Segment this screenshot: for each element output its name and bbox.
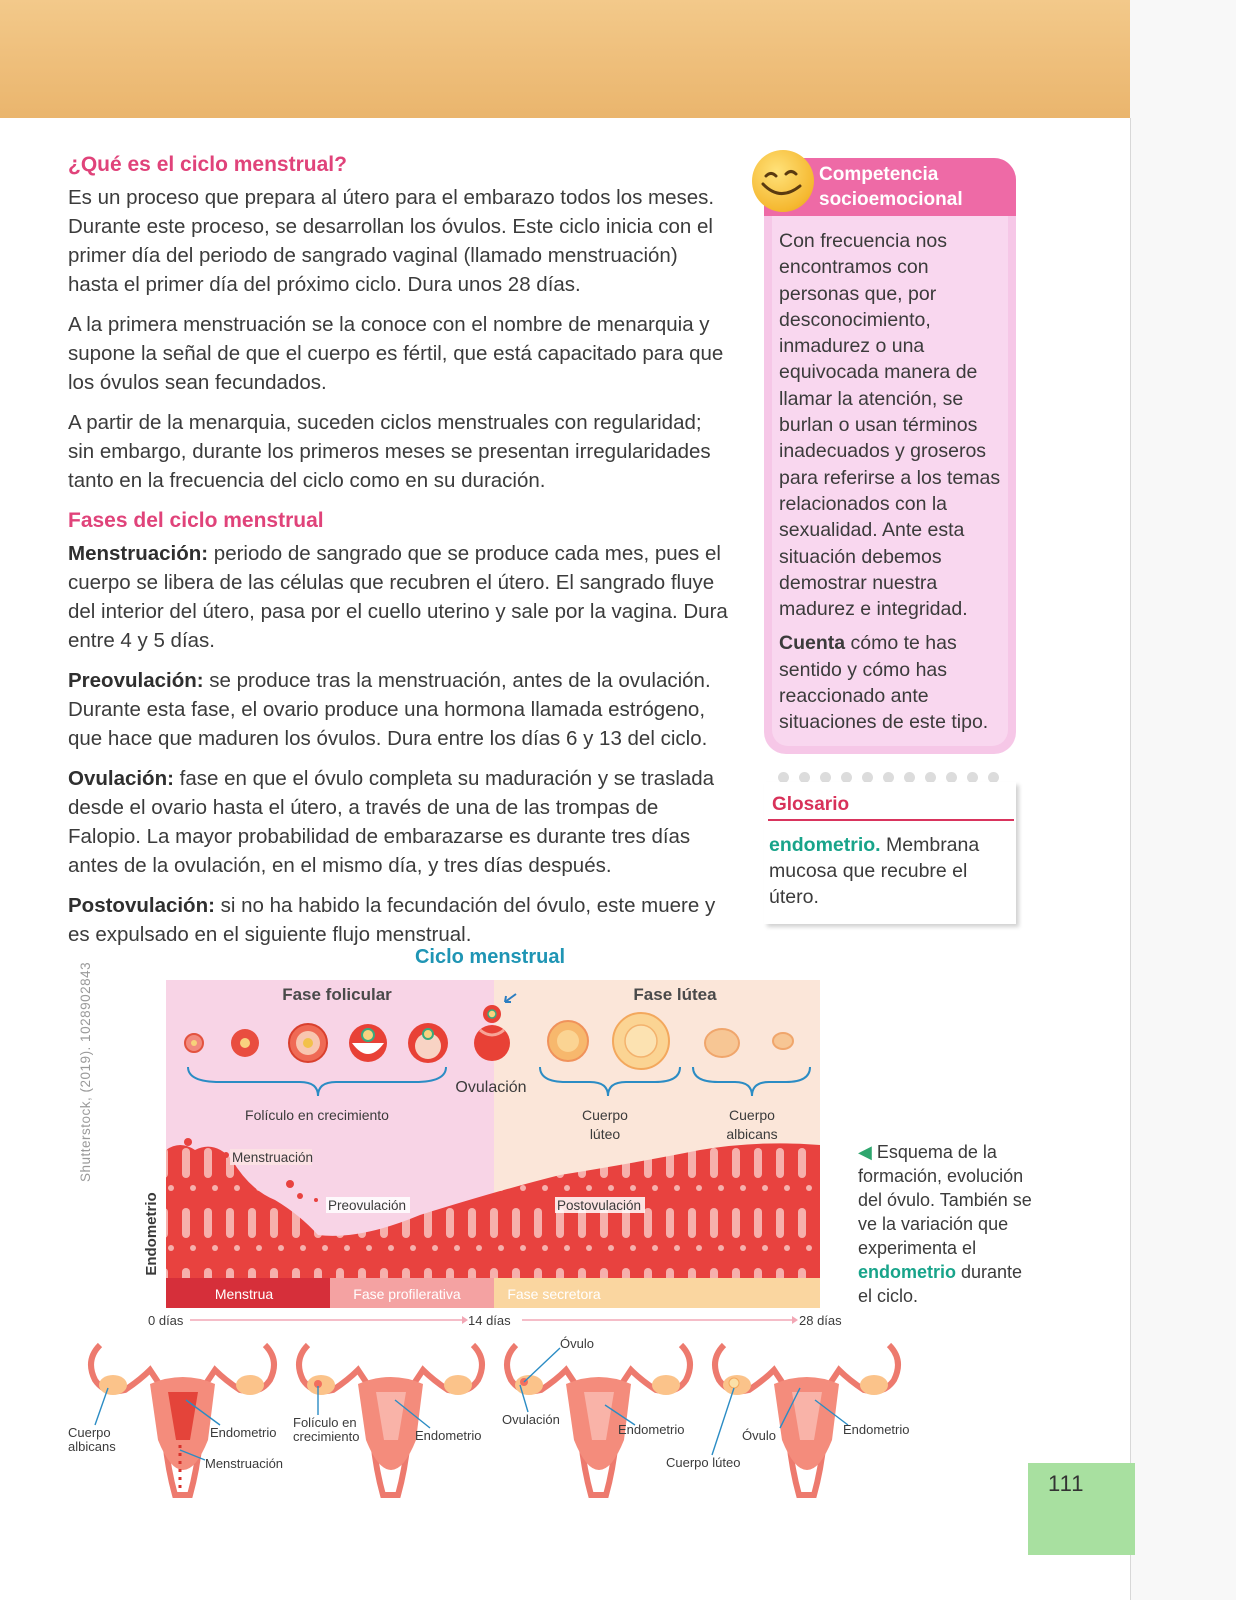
- u4-cuerpo-luteo-label: Cuerpo lúteo: [666, 1455, 741, 1470]
- task-text: cómo te has sentido y cómo has reaccionado ante situaciones de este tipo.: [779, 632, 989, 734]
- phases-heading: Fases del ciclo menstrual: [68, 509, 324, 532]
- u4-endometrio-label: Endometrio: [843, 1422, 910, 1437]
- menstrua-bar-label: Menstrua: [214, 1286, 274, 1302]
- cuerpo-albicans-label-2: albicans: [726, 1126, 778, 1142]
- u3-ovulo-label: Óvulo: [560, 1336, 594, 1351]
- task-term: Cuenta: [779, 632, 846, 655]
- glosario-definition: Membrana mucosa que recubre el útero.: [769, 834, 980, 908]
- u3-endometrio-label: Endometrio: [618, 1422, 685, 1437]
- phase-text: periodo de sangrado que se produce cada mes, pues el cuerpo se libera de las células que recubren el útero. El sangrado fluye del interior del útero, pasa por el cuello uterino y sale por la vagina. Dura entre 4 y 5 días.: [68, 542, 728, 652]
- caption-text-2: durante el ciclo.: [858, 1262, 1023, 1306]
- page-number-box: [1028, 1463, 1135, 1555]
- intro-heading: ¿Qué es el ciclo menstrual?: [68, 153, 347, 176]
- secretora-bar-label: Fase secretora: [507, 1286, 601, 1302]
- day-0-label: 0 días: [148, 1313, 184, 1328]
- phase-term: Menstruación:: [68, 542, 209, 565]
- fase-folicular-label: Fase folicular: [282, 985, 392, 1004]
- u1-cuerpo-label: Cuerpo: [68, 1425, 111, 1440]
- caption-arrow-icon: ◀: [858, 1142, 872, 1162]
- image-credit: Shutterstock, (2019). 1028902843: [78, 961, 93, 1182]
- u2-endometrio-label: Endometrio: [415, 1428, 482, 1443]
- u2-foliculo-label: Folículo en: [293, 1415, 357, 1430]
- cuerpo-luteo-label-1: Cuerpo: [582, 1107, 628, 1123]
- phase-term: Preovulación:: [68, 669, 204, 692]
- cuerpo-luteo-label-2: lúteo: [589, 1126, 621, 1142]
- cuerpo-albicans-label-1: Cuerpo: [729, 1107, 775, 1123]
- foliculo-crecimiento-label: Folículo en crecimiento: [245, 1107, 389, 1123]
- u2-crecimiento-label: crecimiento: [293, 1429, 360, 1444]
- menstruacion-stage-label: Menstruación: [232, 1150, 314, 1165]
- endometrio-axis-label: Endometrio: [143, 1192, 160, 1276]
- diagram-title: Ciclo menstrual: [414, 946, 566, 968]
- uterus-illustration-1: [91, 1345, 277, 1495]
- competencia-paragraph: Con frecuencia nos encontramos con personas que, por desconocimiento, inmadurez o una equivocada manera de llamar la atención, se burlan o usan términos inadecuados y groseros para referirse a los temas relacionados con la sexualidad. Ante esta situación debemos demostrar nuestra madurez e integridad.: [779, 230, 1001, 621]
- day-14-label: 14 días: [468, 1313, 511, 1328]
- glosario-term: endometrio.: [769, 834, 881, 856]
- caption-text-1: Esquema de la formación, evolución del óvulo. También se ve la variación que experimenta el: [858, 1142, 1032, 1258]
- preovulacion-stage-label: Preovulación: [328, 1198, 407, 1213]
- ovulacion-label: Ovulación: [455, 1079, 527, 1096]
- phase-text: si no ha habido la fecundación del óvulo, este muere y es expulsado en el siguiente flujo menstrual.: [68, 894, 716, 946]
- fase-lutea-label: Fase lútea: [633, 985, 717, 1004]
- day-28-label: 28 días: [799, 1313, 842, 1328]
- u1-albicans-label: albicans: [68, 1439, 116, 1454]
- intro-paragraph-3: A partir de la menarquia, suceden ciclos menstruales con regularidad; sin embargo, durante los primeros meses se presentan irregularidades tanto en la frecuencia del ciclo como en su duración.: [68, 411, 711, 492]
- intro-paragraph-2: A la primera menstruación se la conoce con el nombre de menarquia y supone la señal de que el cuerpo es fértil, que está capacitado para que los óvulos sean fecundados.: [68, 313, 724, 394]
- postovulacion-stage-label: Postovulación: [557, 1198, 642, 1213]
- intro-paragraph-1: Es un proceso que prepara al útero para el embarazo todos los meses. Durante este proceso, se desarrollan los óvulos. Este ciclo inicia con el primer día del periodo de sangrado vaginal (llamado menstruación) hasta el primer día del próximo ciclo. Dura unos 28 días.: [68, 186, 715, 296]
- u4-ovulo-label: Óvulo: [742, 1428, 776, 1443]
- phase-term: Ovulación:: [68, 767, 174, 790]
- proliferativa-bar-label: Fase profilerativa: [353, 1286, 461, 1302]
- phase-text: fase en que el óvulo completa su maduración y se traslada desde el ovario hasta el útero, a través de una de las trompas de Falopio. La mayor probabilidad de embarazarse es durante tres días antes de la ovulación, en el mismo día, y tres días después.: [68, 767, 715, 877]
- phase-text: se produce tras la menstruación, antes de la ovulación. Durante esta fase, el ovario produce una hormona llamada estrógeno, que hace que maduren los óvulos. Dura entre los días 6 y 13 del ciclo.: [68, 669, 711, 750]
- u3-ovulacion-label: Ovulación: [502, 1412, 560, 1427]
- competencia-title-line1: Competencia: [819, 164, 939, 185]
- competencia-title-line2: socioemocional: [819, 189, 963, 210]
- glosario-title: Glosario: [772, 794, 850, 815]
- figure-caption: [858, 1140, 1038, 1308]
- page-number: 111: [1048, 1471, 1085, 1496]
- phase-term: Postovulación:: [68, 894, 215, 917]
- u1-menstruacion-label: Menstruación: [205, 1456, 284, 1471]
- uterus-illustration-4: [715, 1345, 898, 1495]
- caption-term: endometrio: [858, 1262, 957, 1282]
- u1-endometrio-label: Endometrio: [210, 1425, 277, 1440]
